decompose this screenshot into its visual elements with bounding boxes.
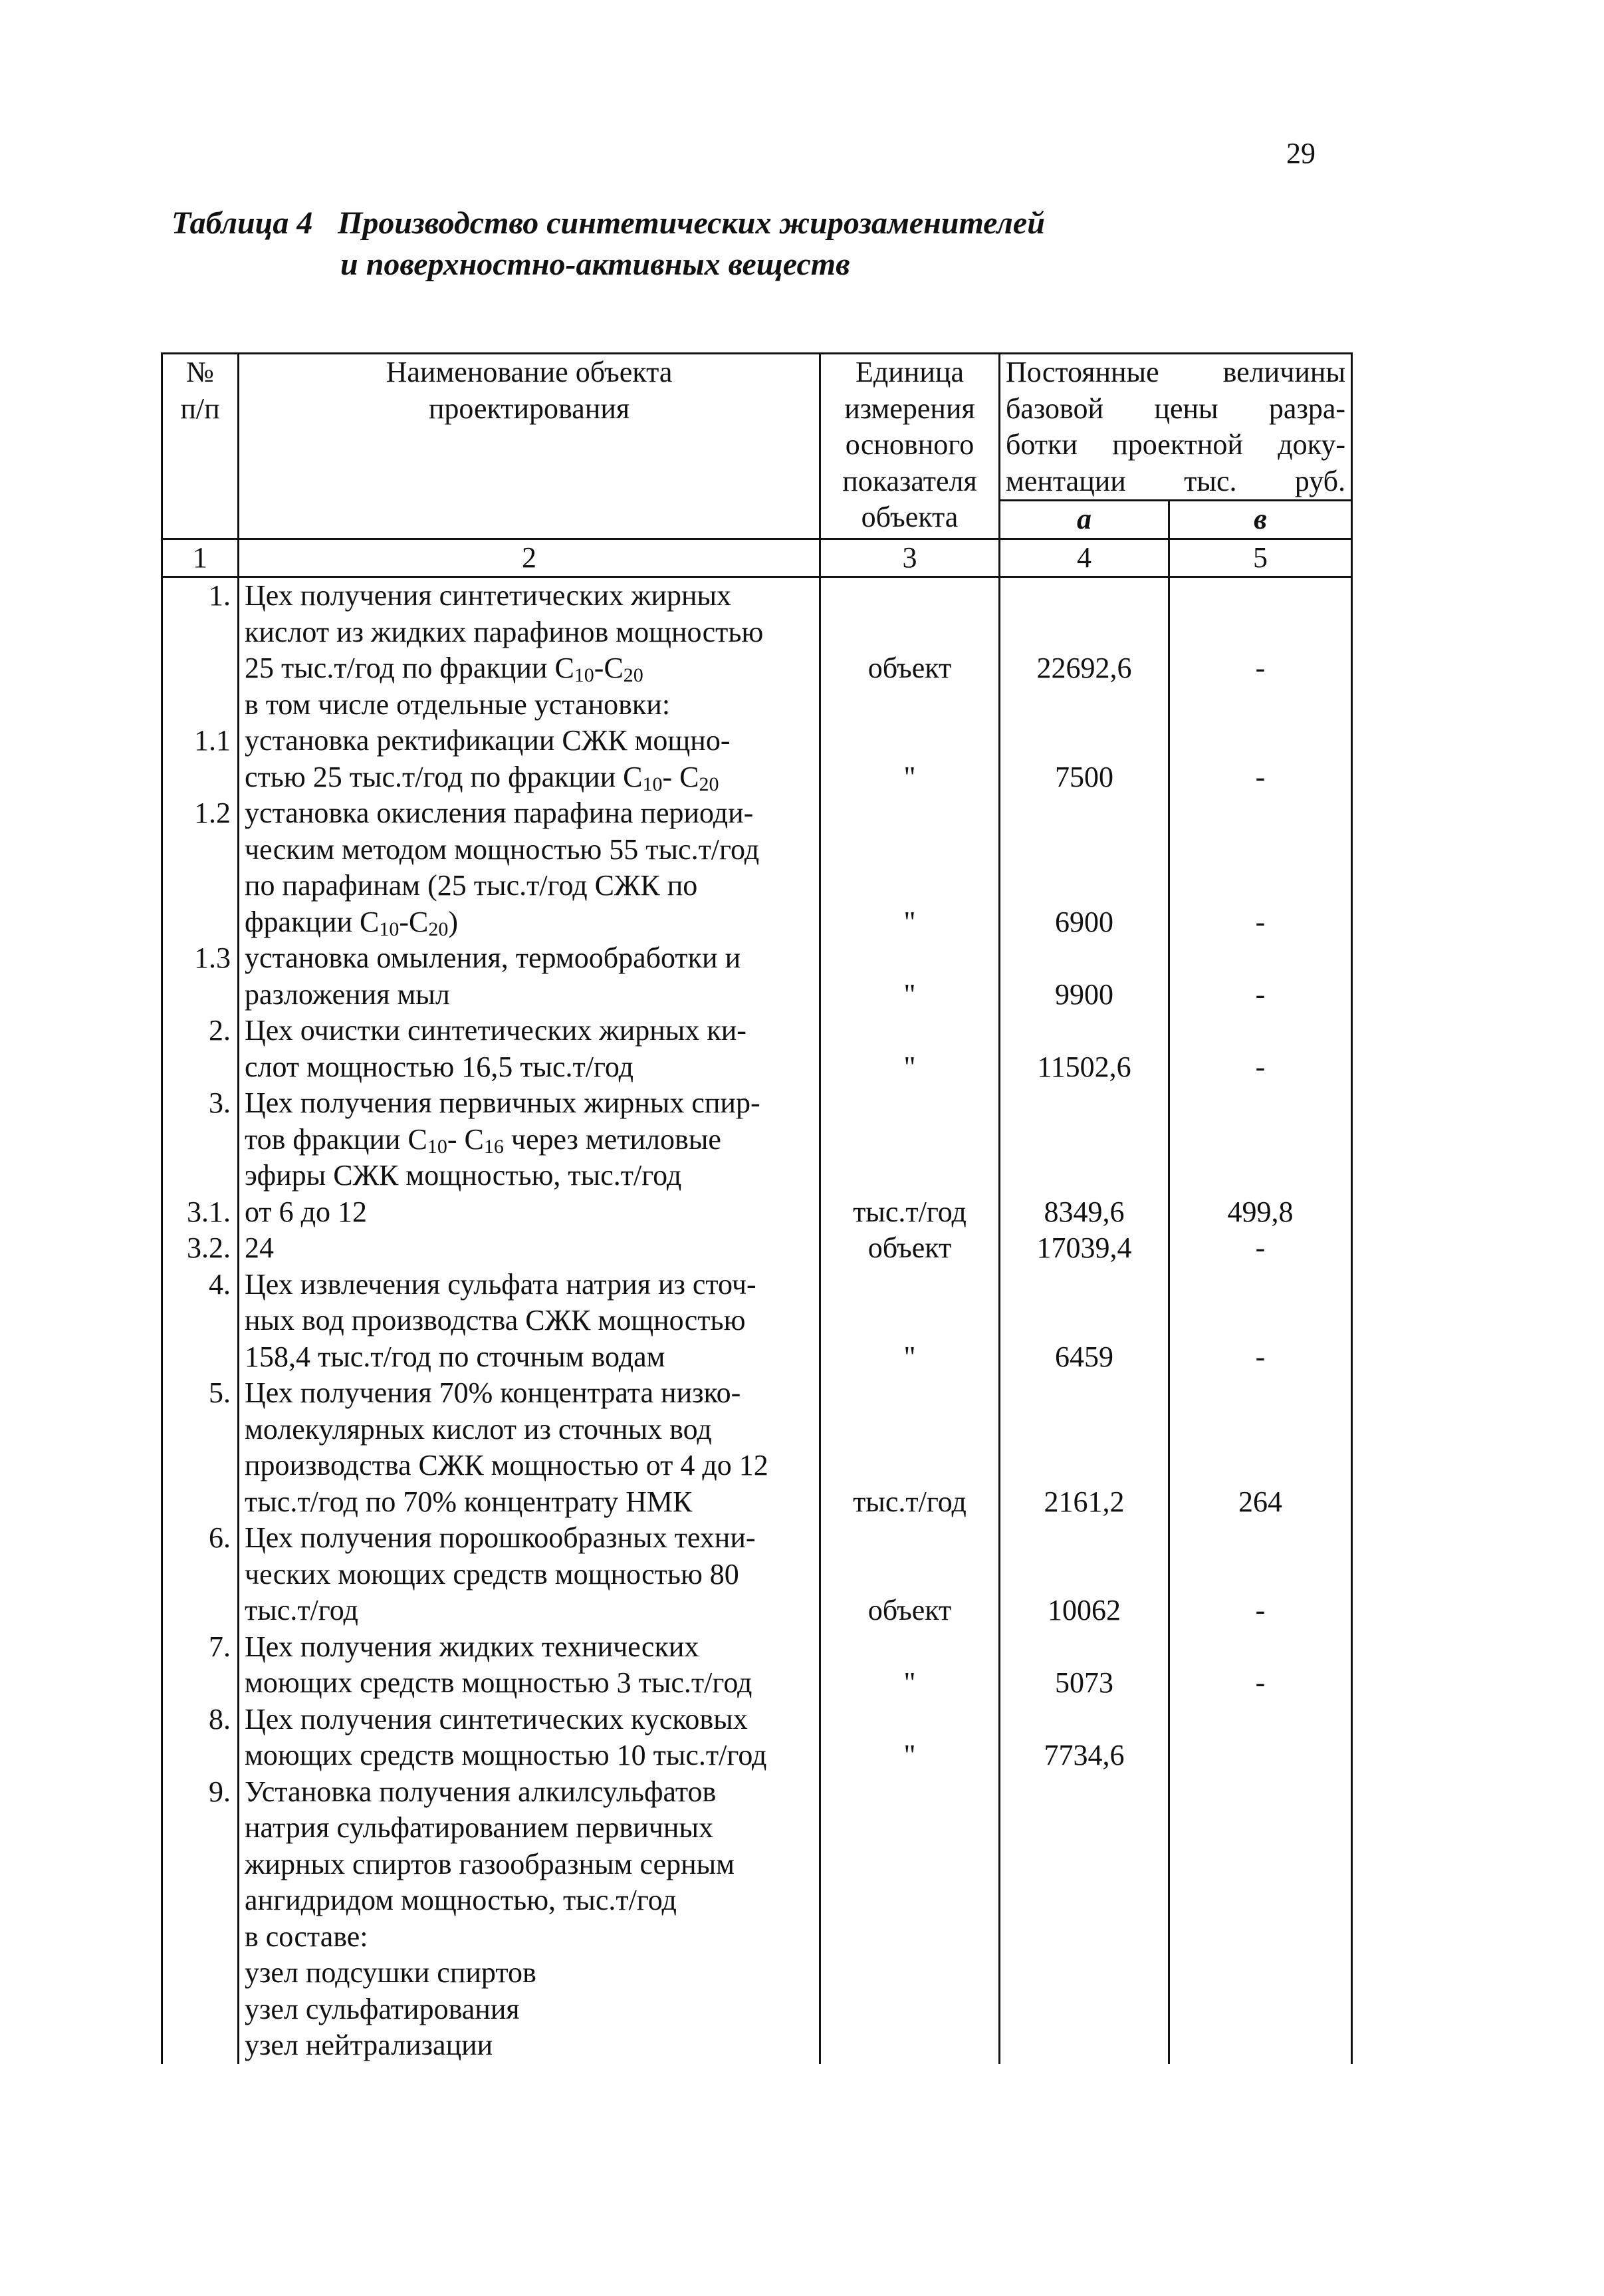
row-value-b: 499,8 — [1169, 1194, 1352, 1231]
row-number: 3. — [162, 1085, 239, 1194]
row-number: 9. — [162, 1774, 239, 2064]
row-unit: " — [820, 1629, 1000, 1702]
row-unit: тыс.т/год — [820, 1194, 1000, 1231]
row-name: установка ректификации СЖК мощно- стью 25 тыс.т/год по фракции $С_{10}-$ $С_{20}$ — [239, 723, 820, 795]
row-value-a: 6900 — [1000, 795, 1169, 940]
row-unit: объект — [820, 1520, 1000, 1629]
row-value-a: 6459 — [1000, 1267, 1169, 1376]
table-row — [162, 723, 1352, 795]
row-value-a: 9900 — [1000, 940, 1169, 1013]
header-col-name: Наименование объекта проектирования — [239, 354, 820, 539]
row-value-a — [1000, 1774, 1169, 2064]
row-value-b — [1169, 1085, 1352, 1194]
header-col-number: № п/п — [162, 354, 239, 539]
table-label: Таблица 4 — [172, 205, 313, 241]
row-name: 24 — [239, 1230, 820, 1267]
page-number: 29 — [1286, 137, 1316, 170]
row-number: 8. — [162, 1702, 239, 1774]
row-name: Цех извлечения сульфата натрия из сточ- ных вод производства СЖК мощностью 158,4 тыс.т/год по сточным водам — [239, 1267, 820, 1376]
row-name: Цех получения 70% концентрата низко- молекулярных кислот из сточных вод производства СЖК мощностью от 4 до 12 тыс.т/год по 70% концентрату НМК — [239, 1375, 820, 1520]
row-value-a: 10062 — [1000, 1520, 1169, 1629]
title-line-2: и поверхностно-активных веществ — [340, 247, 850, 282]
row-value-b — [1169, 1702, 1352, 1774]
row-value-b: - — [1169, 1267, 1352, 1376]
row-number: 7. — [162, 1629, 239, 1702]
row-value-a — [1000, 1085, 1169, 1194]
row-name: Цех получения синтетических кусковых моющих средств мощностью 10 тыс.т/год — [239, 1702, 820, 1774]
row-unit: " — [820, 1702, 1000, 1774]
row-number: 1.3 — [162, 940, 239, 1013]
row-number: 1.2 — [162, 795, 239, 940]
row-value-b: - — [1169, 577, 1352, 723]
row-unit: " — [820, 1267, 1000, 1376]
table-row — [162, 1194, 1352, 1231]
table-row — [162, 1085, 1352, 1194]
row-value-a: 17039,4 — [1000, 1230, 1169, 1267]
table-row — [162, 795, 1352, 940]
row-unit — [820, 1085, 1000, 1194]
row-unit: объект — [820, 1230, 1000, 1267]
row-value-b: 264 — [1169, 1375, 1352, 1520]
row-value-a: 5073 — [1000, 1629, 1169, 1702]
row-name: Цех получения синтетических жирных кислот из жидких парафинов мощностью 25 тыс.т/год по фракции $С_{10}-С_{20}$ в том числе отдельные установки: — [239, 577, 820, 723]
row-value-b: - — [1169, 1629, 1352, 1702]
table-row — [162, 1230, 1352, 1267]
column-numbers-row: 1 2 3 4 5 — [162, 539, 1352, 577]
row-number: 3.2. — [162, 1230, 239, 1267]
row-unit: " — [820, 1013, 1000, 1085]
row-number: 3.1. — [162, 1194, 239, 1231]
row-value-a: 8349,6 — [1000, 1194, 1169, 1231]
row-number: 1.1 — [162, 723, 239, 795]
row-number: 6. — [162, 1520, 239, 1629]
row-value-b — [1169, 1774, 1352, 2064]
table-row — [162, 1774, 1352, 2064]
row-unit: объект — [820, 577, 1000, 723]
row-name: Цех очистки синтетических жирных ки- слот мощностью 16,5 тыс.т/год — [239, 1013, 820, 1085]
header-col-price: Постоянные величины базовой цены разра- ботки проектной доку- ментации тыс. руб. — [1000, 354, 1352, 501]
header-col-unit: Единица измерения основного показателя объекта — [820, 354, 1000, 539]
table-row — [162, 1629, 1352, 1702]
header-sub-b: в — [1169, 501, 1352, 539]
table-row — [162, 940, 1352, 1013]
row-unit: " — [820, 795, 1000, 940]
row-unit: " — [820, 723, 1000, 795]
row-value-b: - — [1169, 1013, 1352, 1085]
row-unit: тыс.т/год — [820, 1375, 1000, 1520]
table-row — [162, 1013, 1352, 1085]
row-unit — [820, 1774, 1000, 2064]
row-value-b: - — [1169, 1520, 1352, 1629]
table-row — [162, 1702, 1352, 1774]
data-table — [161, 352, 1353, 2064]
table-row — [162, 1520, 1352, 1629]
row-number: 5. — [162, 1375, 239, 1520]
row-number: 1. — [162, 577, 239, 723]
row-value-a: 7500 — [1000, 723, 1169, 795]
row-name: установка окисления парафина периоди- ческим методом мощностью 55 тыс.т/год по парафинам (25 тыс.т/год СЖК по фракции $С_{10}-С_{20}$) — [239, 795, 820, 940]
table-row — [162, 1267, 1352, 1376]
row-value-b: - — [1169, 795, 1352, 940]
row-unit: " — [820, 940, 1000, 1013]
row-value-a: 7734,6 — [1000, 1702, 1169, 1774]
row-value-b: - — [1169, 723, 1352, 795]
row-value-a: 22692,6 — [1000, 577, 1169, 723]
row-name: от 6 до 12 — [239, 1194, 820, 1231]
row-value-a: 2161,2 — [1000, 1375, 1169, 1520]
row-number: 2. — [162, 1013, 239, 1085]
row-name: установка омыления, термообработки и разложения мыл — [239, 940, 820, 1013]
title-line-1: Производство синтетических жирозаменителей — [338, 205, 1045, 241]
table-row — [162, 577, 1352, 723]
row-value-b: - — [1169, 1230, 1352, 1267]
row-name: Цех получения порошкообразных техни- ческих моющих средств мощностью 80 тыс.т/год — [239, 1520, 820, 1629]
row-name: Цех получения жидких технических моющих средств мощностью 3 тыс.т/год — [239, 1629, 820, 1702]
row-value-a: 11502,6 — [1000, 1013, 1169, 1085]
header-sub-a: а — [1000, 501, 1169, 539]
row-value-b: - — [1169, 940, 1352, 1013]
table-title — [172, 203, 1045, 285]
row-name: Установка получения алкилсульфатов натрия сульфатированием первичных жирных спиртов газообразным серным ангидридом мощностью, тыс.т/год в составе: узел подсушки спиртов узел сульфатирования узел нейтрализации — [239, 1774, 820, 2064]
row-number: 4. — [162, 1267, 239, 1376]
row-name: Цех получения первичных жирных спир- тов фракции $С_{10}-$ $С_{16}$ через метиловые эфиры СЖК мощностью, тыс.т/год — [239, 1085, 820, 1194]
table-row — [162, 1375, 1352, 1520]
